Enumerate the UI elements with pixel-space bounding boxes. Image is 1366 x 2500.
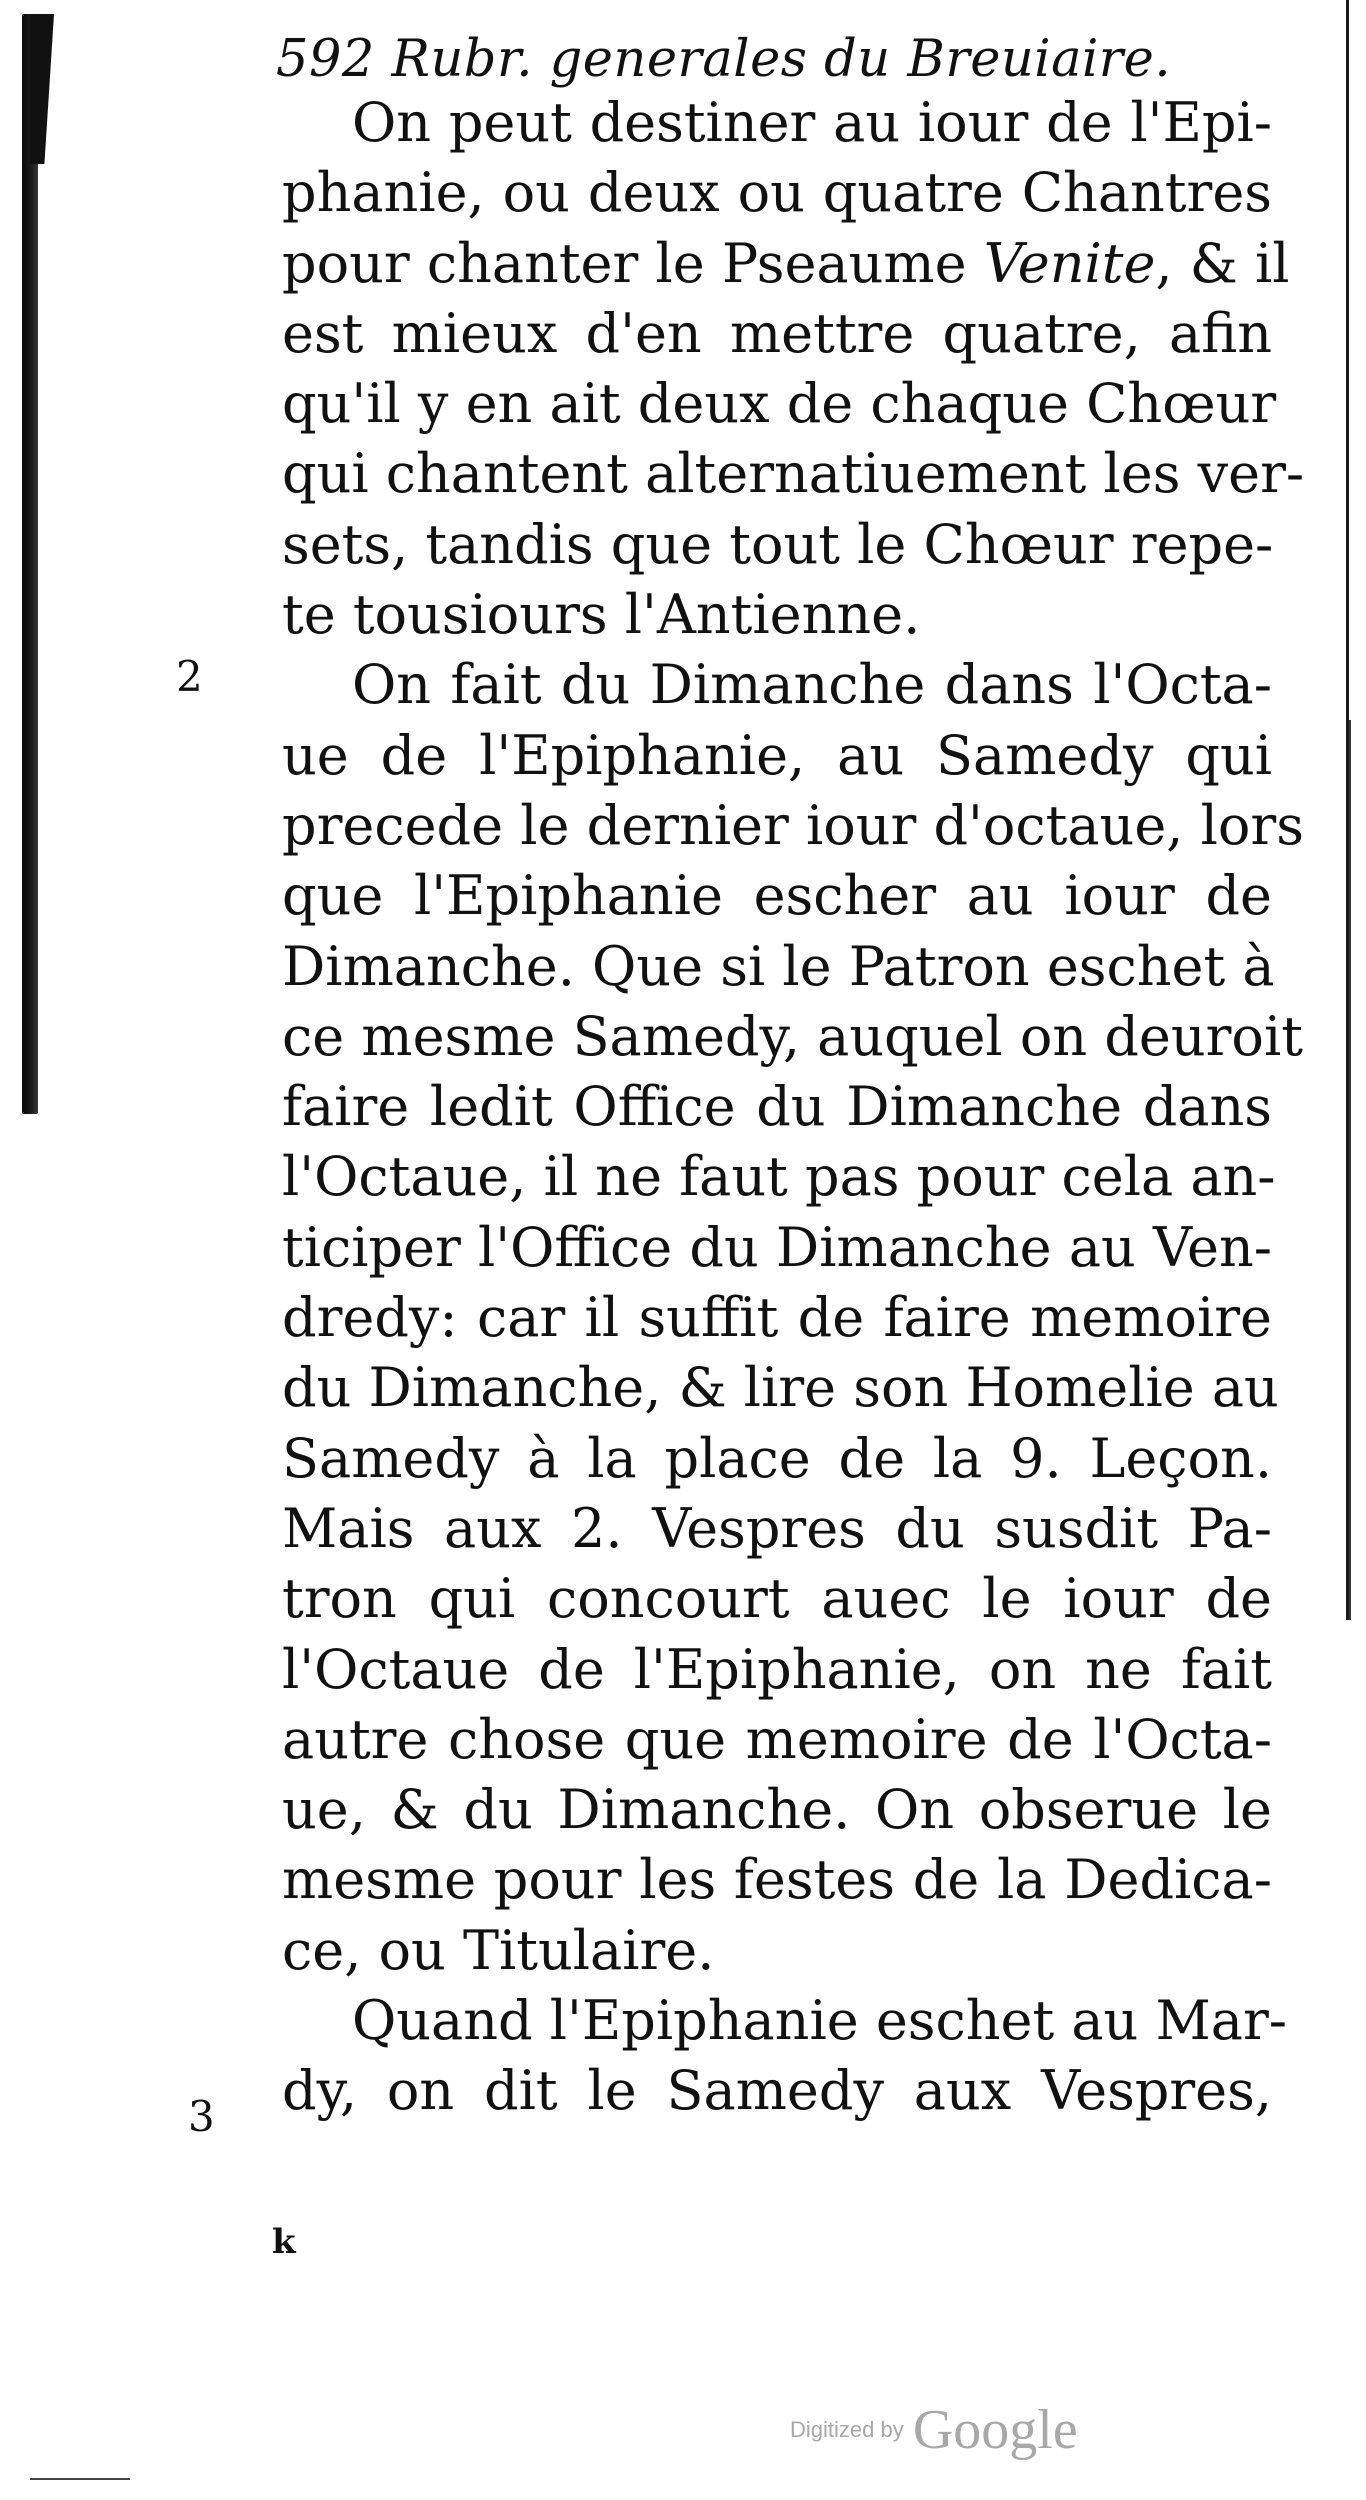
text-line: Samedy à la place de la 9. Leçon. bbox=[282, 1426, 1272, 1490]
page-edge-rule-lower bbox=[1349, 720, 1351, 1620]
text-line: autre chose que memoire de l'Octa- bbox=[282, 1707, 1272, 1771]
running-head: 592 Rubr. generales du Breuiaire. bbox=[276, 30, 1172, 89]
text-line: faire ledit Office du Dimanche dans bbox=[282, 1075, 1272, 1139]
text-line: ue, & du Dimanche. On obserue le bbox=[282, 1778, 1272, 1842]
text-line: l'Octaue de l'Epiphanie, on ne fait bbox=[282, 1637, 1272, 1701]
text-line: phanie, ou deux ou quatre Chantres bbox=[282, 161, 1272, 225]
text-line: que l'Epiphanie escher au iour de bbox=[282, 864, 1272, 928]
text-line: qui chantent alternatiuement les ver- bbox=[282, 442, 1305, 506]
text-line: Dimanche. Que si le Patron eschet à bbox=[282, 934, 1275, 998]
text-line: ticiper l'Office du Dimanche au Ven- bbox=[282, 1215, 1272, 1279]
text-line: On fait du Dimanche dans l'Octa- bbox=[352, 653, 1272, 717]
margin-number-2: 2 bbox=[176, 652, 203, 701]
binding-edge bbox=[22, 14, 38, 1114]
text-line: ue de l'Epiphanie, au Samedy qui bbox=[282, 723, 1272, 787]
text-line-with-italic bbox=[282, 229, 1290, 299]
margin-number-3: 3 bbox=[188, 2092, 215, 2141]
catchword-mark: k bbox=[272, 2222, 296, 2262]
digitized-watermark bbox=[790, 2398, 1078, 2462]
text-line: tron qui concourt auec le iour de bbox=[282, 1567, 1272, 1631]
text-line: Quand l'Epiphanie eschet au Mar- bbox=[352, 1989, 1288, 2053]
text-line: l'Octaue, il ne faut pas pour cela an- bbox=[282, 1145, 1276, 1209]
binding-edge-shadow bbox=[30, 14, 54, 164]
text-line: precede le dernier iour d'octaue, lors bbox=[282, 793, 1304, 857]
text-line: ce, ou Titulaire. bbox=[282, 1918, 715, 1982]
text-fragment: , & il bbox=[1155, 231, 1290, 295]
text-line: ce mesme Samedy, auquel on deuroit bbox=[282, 1004, 1303, 1068]
text-line: Mais aux 2. Vespres du susdit Pa- bbox=[282, 1496, 1272, 1560]
text-line: sets, tandis que tout le Chœur repe- bbox=[282, 512, 1274, 576]
text-line: qu'il y en ait deux de chaque Chœur bbox=[282, 372, 1277, 436]
watermark-prefix: Digitized by bbox=[790, 2417, 904, 2442]
text-line: du Dimanche, & lire son Homelie au bbox=[282, 1356, 1279, 1420]
text-line: est mieux d'en mettre quatre, afin bbox=[282, 301, 1272, 365]
text-line: mesme pour les festes de la Dedica- bbox=[282, 1848, 1272, 1912]
bottom-scan-mark bbox=[30, 2478, 130, 2480]
watermark-brand: Google bbox=[912, 2399, 1078, 2461]
text-line: dredy: car il suffit de faire memoire bbox=[282, 1286, 1272, 1350]
italic-word: Venite bbox=[983, 231, 1156, 295]
body-text bbox=[282, 88, 1305, 2127]
text-fragment: pour chanter le Pseaume bbox=[282, 231, 984, 295]
text-line: dy, on dit le Samedy aux Vespres, bbox=[282, 2059, 1272, 2123]
text-line: On peut destiner au iour de l'Epi- bbox=[352, 91, 1272, 154]
text-line: te tousiours l'Antienne. bbox=[282, 583, 921, 647]
